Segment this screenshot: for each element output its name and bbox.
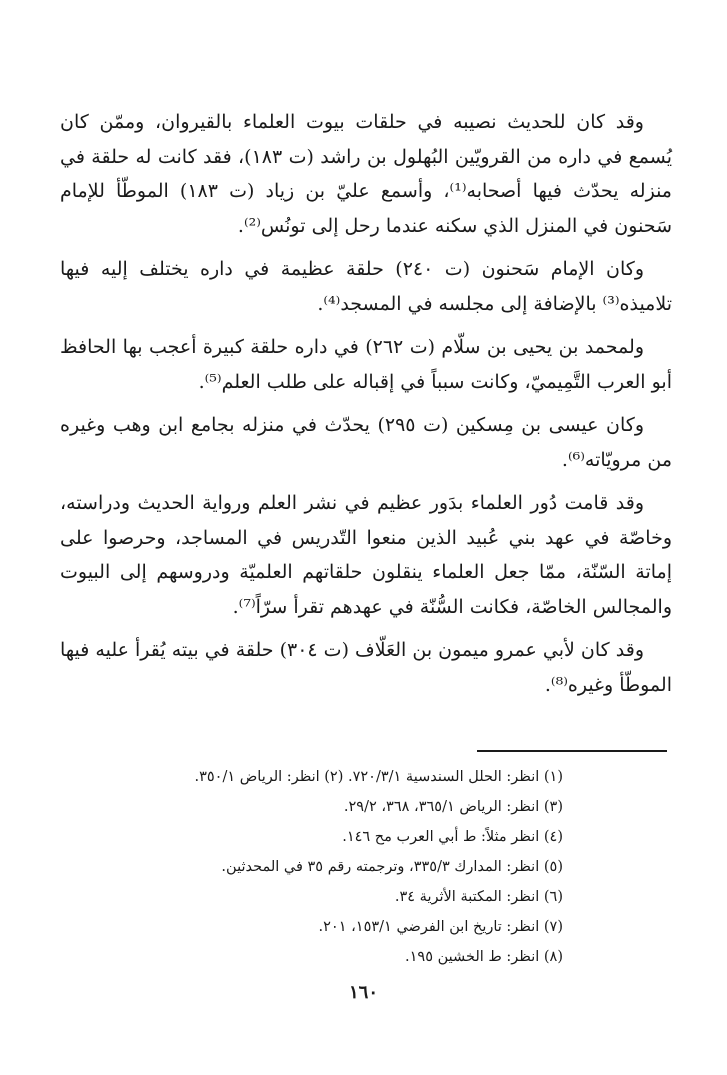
- paragraph-1: وقد كان للحديث نصيبه في حلقات بيوت العلماء بالقيروان، وممّن كان يُسمع في داره من القرويّين البُهلول بن راشد (ت ١٨٣)، فقد كانت له حلقة في منزله يحدّث فيها أصحابه⁽¹⁾، وأسمع عليّ بن زياد (ت ١٨٣) الموطّأ للإمام سَحنون في المنزل الذي سكنه عندما رحل إلى تونُس⁽²⁾.: [60, 111, 672, 237]
- footnote-4: (٤) انظر مثلاً: ط أبي العرب مح ١٤٦.: [342, 829, 563, 845]
- footnote-7: (٧) انظر: تاريخ ابن الفرضي ١٥٣/١، ٢٠١.: [318, 919, 563, 935]
- footnote-separator: [477, 750, 667, 752]
- footnote-5: (٥) انظر: المدارك ٣٣٥/٣، وترجمته رقم ٣٥ في المحدثين.: [221, 859, 563, 875]
- main-text: [60, 105, 672, 711]
- paragraph-4: وكان عيسى بن مِسكين (ت ٢٩٥) يحدّث في منزله بجامع ابن وهب وغيره من مرويّاته⁽⁶⁾.: [60, 414, 672, 471]
- paragraph-6: وقد كان لأبي عمرو ميمون بن العَلّاف (ت ٣٠٤) حلقة في بيته يُقرأ عليه فيها الموطّأ وغيره⁽⁸⁾.: [60, 639, 672, 696]
- page-number: ١٦٠: [348, 982, 378, 1003]
- footnote-3: (٣) انظر: الرياض ٣٦٥/١، ٣٦٨، ٢٩/٢.: [343, 799, 563, 815]
- paragraph-2: وكان الإمام سَحنون (ت ٢٤٠) حلقة عظيمة في داره يختلف إليه فيها تلاميذه⁽³⁾ بالإضافة إلى مجلسه في المسجد⁽⁴⁾.: [60, 258, 672, 315]
- footnote-6: (٦) انظر: المكتبة الأثرية ٣٤.: [394, 889, 563, 905]
- footnotes: [107, 762, 667, 972]
- footnote-1-2: (١) انظر: الحلل السندسية ٧٢٠/٣/١. (٢) انظر: الرياض ٣٥٠/١.: [194, 769, 563, 785]
- paragraph-3: ولمحمد بن يحيى بن سلّام (ت ٢٦٢) في داره حلقة كبيرة أعجب بها الحافظ أبو العرب التَّمِيميّ، وكانت سبباً في إقباله على طلب العلم⁽⁵⁾.: [60, 336, 672, 393]
- footnote-8: (٨) انظر: ط الخشين ١٩٥.: [405, 949, 563, 965]
- paragraph-5: وقد قامت دُور العلماء بدَور عظيم في نشر العلم ورواية الحديث ودراسته، وخاصّة في عهد بني عُبيد الذين منعوا التّدريس في المساجد، وحرصوا على إماتة السّنّة، ممّا جعل العلماء ينقلون حلقاتهم العلميّة ودروسهم إلى البيوت والمجالس الخاصّة، فكانت السُّنّة في عهدهم تقرأ سرّاً⁽⁷⁾.: [60, 492, 672, 618]
